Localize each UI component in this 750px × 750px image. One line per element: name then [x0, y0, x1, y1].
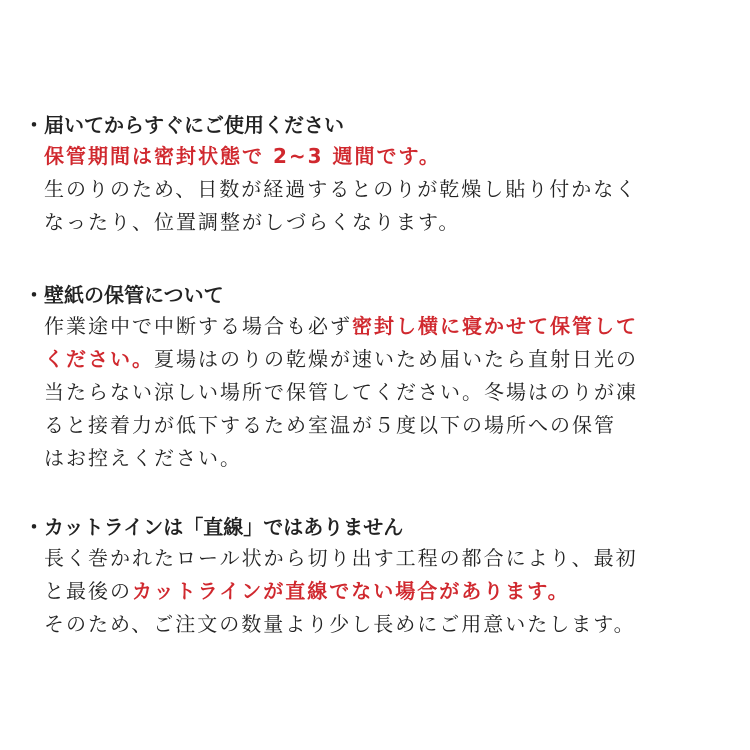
body-line: [44, 206, 726, 239]
body-text: そのため、ご注文の数量より少し長めにご用意いたします。: [44, 612, 636, 636]
highlight-text: カットラインが直線でない場合があります。: [132, 579, 570, 603]
body-text: ると接着力が低下するため室温が５度以下の場所への保管: [44, 413, 616, 437]
body-text: はお控えください。: [44, 446, 242, 470]
body-text: 夏場はのりの乾燥が速いため届いたら直射日光の: [154, 347, 638, 371]
body-text: 当たらない涼しい場所で保管してください。冬場はのりが凍: [44, 380, 638, 404]
body-text: 生のりのため、日数が経過するとのりが乾燥し貼り付かなく: [44, 177, 638, 201]
body-line: [44, 608, 726, 641]
body-line: [44, 409, 726, 442]
body-line: [44, 575, 726, 608]
section-body: [44, 140, 726, 239]
section-storage: [24, 280, 726, 475]
body-line: [44, 442, 726, 475]
section-heading: [24, 280, 726, 310]
heading-text: 届いてからすぐにご使用ください: [44, 113, 344, 137]
bullet-icon: ・: [24, 283, 44, 307]
section-heading: [24, 110, 726, 140]
body-line: [44, 140, 726, 173]
body-text: と最後の: [44, 579, 132, 603]
body-text: なったり、位置調整がしづらくなります。: [44, 210, 461, 234]
body-line: [44, 376, 726, 409]
bullet-icon: ・: [24, 515, 44, 539]
section-body: [44, 542, 726, 641]
bullet-icon: ・: [24, 113, 44, 137]
highlight-text: ください。: [44, 347, 154, 371]
body-line: [44, 310, 726, 343]
body-line: [44, 173, 726, 206]
section-usage: [24, 110, 726, 239]
body-text: 長く巻かれたロール状から切り出す工程の都合により、最初: [44, 546, 638, 570]
body-line: [44, 343, 726, 376]
highlight-text: 保管期間は密封状態で 2~3 週間です。: [44, 144, 441, 168]
section-body: [44, 310, 726, 475]
heading-text: 壁紙の保管について: [44, 283, 224, 307]
highlight-text: 密封し横に寝かせて保管して: [352, 314, 638, 338]
section-heading: [24, 512, 726, 542]
section-cutline: [24, 512, 726, 641]
body-text: 作業途中で中断する場合も必ず: [44, 314, 352, 338]
body-line: [44, 542, 726, 575]
heading-text: カットラインは「直線」ではありません: [44, 515, 404, 539]
